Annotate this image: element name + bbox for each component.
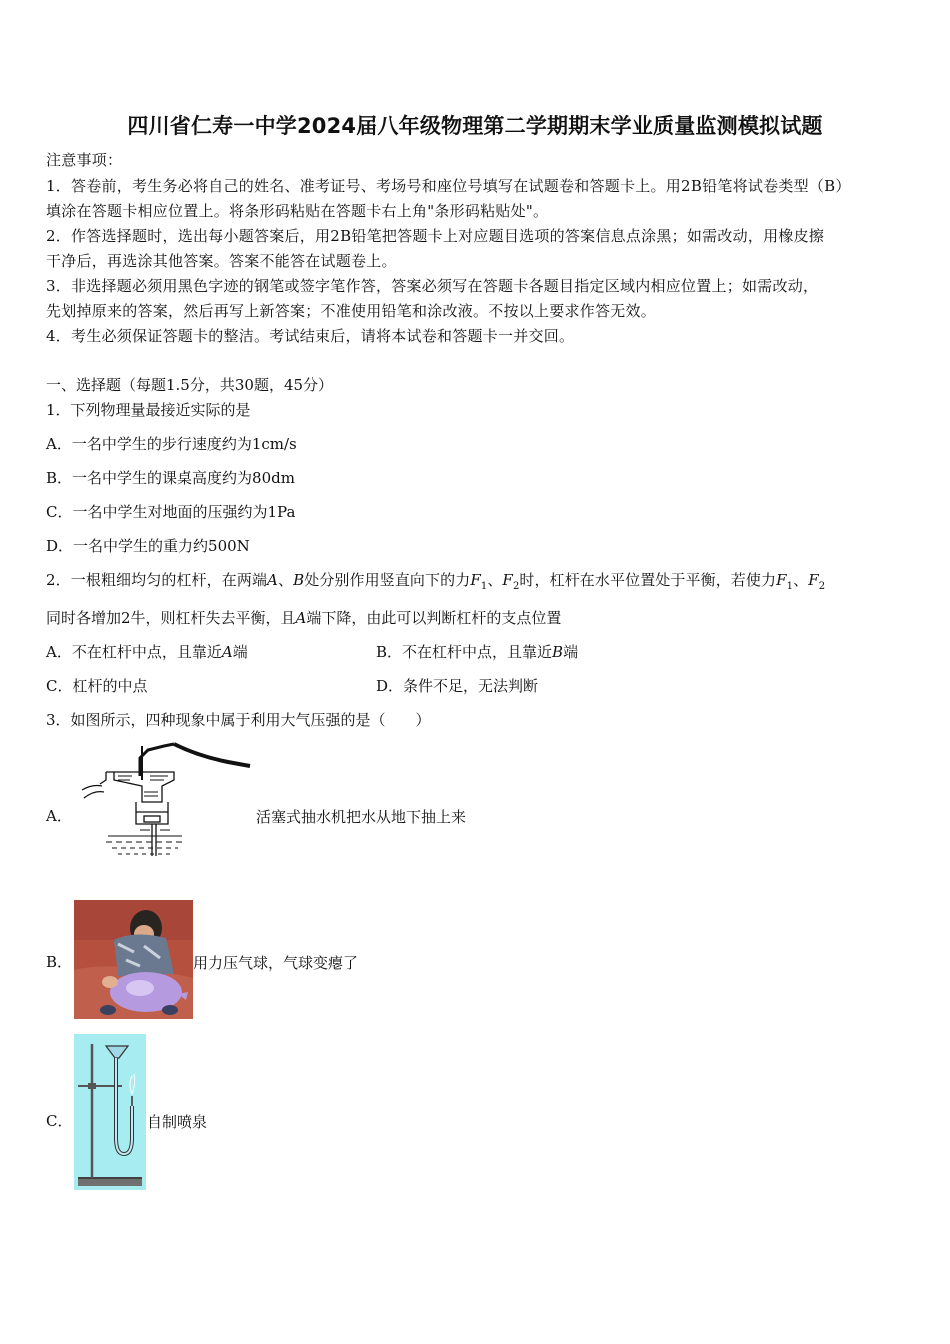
fountain-figure — [74, 1034, 146, 1190]
q3-option-a-caption: 活塞式抽水机把水从地下抽上来 — [256, 808, 467, 826]
sub-2: 2 — [818, 581, 826, 592]
q2-opt-end: 端 — [563, 643, 579, 661]
q1-option-c: C．一名中学生对地面的压强约为1Pa — [46, 503, 296, 521]
q1-option-a: A．一名中学生的步行速度约为1cm/s — [46, 435, 297, 453]
q2-opt-text: A．不在杠杆中点，且靠近 — [46, 643, 222, 661]
section-heading: 一、选择题（每题1.5分，共30题，45分） — [46, 376, 334, 394]
q3-option-c-label: C． — [46, 1112, 73, 1130]
q2-sep: 、 — [487, 571, 503, 589]
q2-opt-text: B．不在杠杆中点，且靠近 — [376, 643, 553, 661]
piston-pump-figure — [78, 740, 254, 860]
q2-opt-end: 端 — [232, 643, 248, 661]
q2-option-a — [46, 642, 248, 662]
sub-1: 1 — [480, 581, 488, 592]
notice-line: 干净后，再选涂其他答案。答案不能答在试题卷上。 — [46, 252, 397, 270]
balloon-photo — [74, 900, 193, 1019]
force-f: F — [776, 571, 787, 589]
point-a: A — [267, 571, 278, 589]
q3-option-b-caption: 用力压气球，气球变瘪了 — [193, 954, 359, 972]
notice-line: 先划掉原来的答案，然后再写上新答案；不准使用铅笔和涂改液。不按以上要求作答无效。 — [46, 302, 657, 320]
notice-line: 4．考生必须保证答题卡的整洁。考试结束后，请将本试卷和答题卡一并交回。 — [46, 327, 575, 345]
q3-stem: 3．如图所示，四种现象中属于利用大气压强的是（ ） — [46, 711, 431, 729]
q2-sep: 、 — [277, 571, 294, 589]
point-a: A — [221, 643, 233, 661]
q3-option-c-caption: 自制喷泉 — [147, 1113, 208, 1131]
force-f: F — [502, 571, 513, 589]
q2-stem-line2 — [46, 608, 561, 628]
notice-heading: 注意事项： — [46, 151, 123, 169]
q1-stem: 1．下列物理量最接近实际的是 — [46, 401, 251, 419]
exam-title: 四川省仁寿一中学2024届八年级物理第二学期期末学业质量监测模拟试题 — [127, 114, 823, 138]
q3-option-a-label: A． — [46, 807, 72, 825]
point-a: A — [295, 609, 307, 627]
q2-text: 时，杠杆在水平位置处于平衡，若使力 — [519, 571, 777, 589]
q2-stem-line1 — [46, 570, 825, 597]
q2-text: 2．一根粗细均匀的杠杆，在两端 — [46, 571, 268, 589]
force-f: F — [808, 571, 819, 589]
q2-text: 处分别作用竖直向下的力 — [304, 571, 471, 589]
q2-sep: 、 — [793, 571, 809, 589]
notice-line: 2．作答选择题时，选出每小题答案后，用2B铅笔把答题卡上对应题目选项的答案信息点涂黑；如需改动，用橡皮擦 — [46, 227, 825, 245]
q1-option-d: D．一名中学生的重力约500N — [46, 537, 250, 555]
notice-line: 3．非选择题必须用黑色字迹的钢笔或签字笔作答，答案必须写在答题卡各题目指定区域内相应位置上；如需改动， — [46, 277, 819, 295]
q2-option-d: D．条件不足，无法判断 — [376, 677, 539, 695]
sub-2: 2 — [512, 581, 520, 592]
point-b: B — [552, 643, 564, 661]
q1-option-b: B．一名中学生的课桌高度约为80dm — [46, 469, 295, 487]
sub-1: 1 — [786, 581, 794, 592]
q2-option-c: C．杠杆的中点 — [46, 677, 148, 695]
q2-text: 同时各增加2牛，则杠杆失去平衡，且 — [46, 609, 296, 627]
notice-line: 1．答卷前，考生务必将自己的姓名、准考证号、考场号和座位号填写在试题卷和答题卡上。用2B铅笔将试卷类型（B） — [46, 177, 851, 195]
q2-option-b — [376, 642, 578, 662]
point-b: B — [293, 571, 305, 589]
notice-line: 填涂在答题卡相应位置上。将条形码粘贴在答题卡右上角"条形码粘贴处"。 — [46, 202, 549, 220]
q3-option-b-label: B． — [46, 953, 73, 971]
force-f: F — [470, 571, 481, 589]
q2-text: 端下降，由此可以判断杠杆的支点位置 — [306, 609, 562, 627]
